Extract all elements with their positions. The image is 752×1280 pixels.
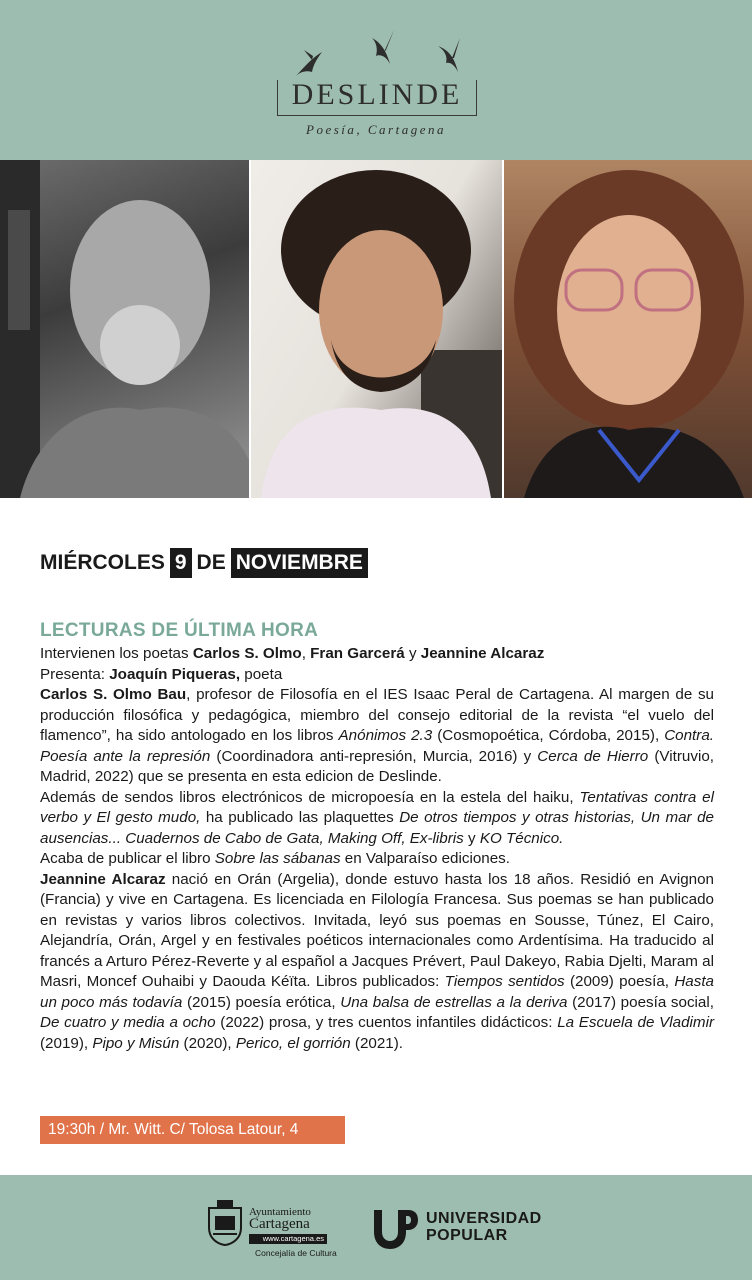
- header-band: [0, 0, 752, 160]
- ayto-dept: Concejalía de Cultura: [255, 1248, 337, 1258]
- bio-jeannine: Jeannine Alcaraz nació en Orán (Argelia), donde estuvo hasta los 18 años. Residió en Avignon (Francia) y vive en Cartagena. Es licenciada en Filología Francesa. Sus poemas se han publicado en revistas y varios libros colectivos. Invitada, leyó sus poemas en Sousse, Túnez, El Cairo, Alejandría, Orán, Argel y en festivales poéticos internacionales como Ardentísima. Ha traducido al francés a Arturo Pérez-Reverte y al español a Jacques Prévert, Paul Dakeyo, Rabia Djelti, Maram al Masri, Moncef Ouhaibi y Daouda Kéïta. Libros publicados: Tiempos sentidos (2009) poesía, Hasta un poco más todavía (2015) poesía erótica, Una balsa de estrellas a la deriva (2017) poesía social, De cuatro y media a ocho (2022) prosa, y tres cuentos infantiles didácticos: La Escuela de Vladimir (2019), Pipo y Misún (2020), Perico, el gorrión (2021).: [40, 870, 715, 1052]
- logo-title: DESLINDE: [291, 78, 463, 111]
- bio-carlos: Carlos S. Olmo Bau, profesor de Filosofía en el IES Isaac Peral de Cartagena. Al margen de su producción filosófica y pedagógica, miembro del consejo editorial de la revista “el vuelo del flamenco”, ha sido antologado en los libros Anónimos 2.3 (Cosmopoética, Córdoba, 2015), Contra. Poesía ante la represión (Coordinadora anti-represión, Murcia, 2016) y Cerca de Hierro (Vitruvio, Madrid, 2022) que se presenta en esta edicion de Deslinde.: [40, 686, 714, 785]
- poet-name: Carlos S. Olmo: [192, 645, 302, 662]
- portrait-fran-garcera: [251, 160, 502, 498]
- event-description: [40, 644, 714, 1054]
- bio-carlos-works: Además de sendos libros electrónicos de micropoesía en la estela del haiku, Tentativas contra el verbo y El gesto mudo, ha publicado las plaquettes De otros tiempos y otras historias, Un mar de ausencias... Cuadernos de Cabo de Gata, Making Off, Ex-libris y KO Técnico.: [40, 788, 715, 847]
- presenter-name: Joaquín Piqueras,: [109, 665, 241, 683]
- presenter-line: Presenta: Joaquín Piqueras, poeta: [40, 665, 283, 683]
- ayto-web: www.cartagena.es: [249, 1234, 327, 1244]
- universidad-popular-logo: [372, 1208, 562, 1250]
- event-date: [40, 546, 373, 580]
- swallows-icon: [0, 0, 752, 90]
- ayto-line1: Ayuntamiento: [249, 1206, 311, 1218]
- up-line2: POPULAR: [426, 1227, 508, 1244]
- photo-strip: [0, 160, 752, 498]
- ayto-line2: Cartagena: [249, 1216, 310, 1232]
- time-place-badge: 19:30h / Mr. Witt. C/ Tolosa Latour, 4: [40, 1116, 345, 1144]
- portrait-carlos-s-olmo: [0, 160, 249, 498]
- event-heading: LECTURAS DE ÚLTIMA HORA: [40, 620, 319, 641]
- date-month: NOVIEMBRE: [231, 548, 368, 578]
- logo-subtitle: Poesía, Cartagena: [306, 122, 446, 137]
- ayuntamiento-logo: [203, 1196, 338, 1262]
- poet-name: Fran Garcerá: [310, 645, 405, 662]
- bio-carlos-latest: Acaba de publicar el libro Sobre las sábanas en Valparaíso ediciones.: [40, 850, 510, 867]
- up-mark-icon: [372, 1208, 418, 1250]
- poet-name: Jeannine Alcaraz: [420, 645, 545, 662]
- date-day: 9: [170, 548, 192, 578]
- date-connector: DE: [196, 551, 226, 574]
- participants-line: Intervienen los poetas Carlos S. Olmo, Fran Garcerá y Jeannine Alcaraz: [40, 645, 545, 662]
- portrait-jeannine-alcaraz: [504, 160, 752, 498]
- date-weekday: MIÉRCOLES: [40, 551, 165, 574]
- up-line1: UNIVERSIDAD: [426, 1210, 542, 1227]
- coat-of-arms-icon: [203, 1198, 247, 1246]
